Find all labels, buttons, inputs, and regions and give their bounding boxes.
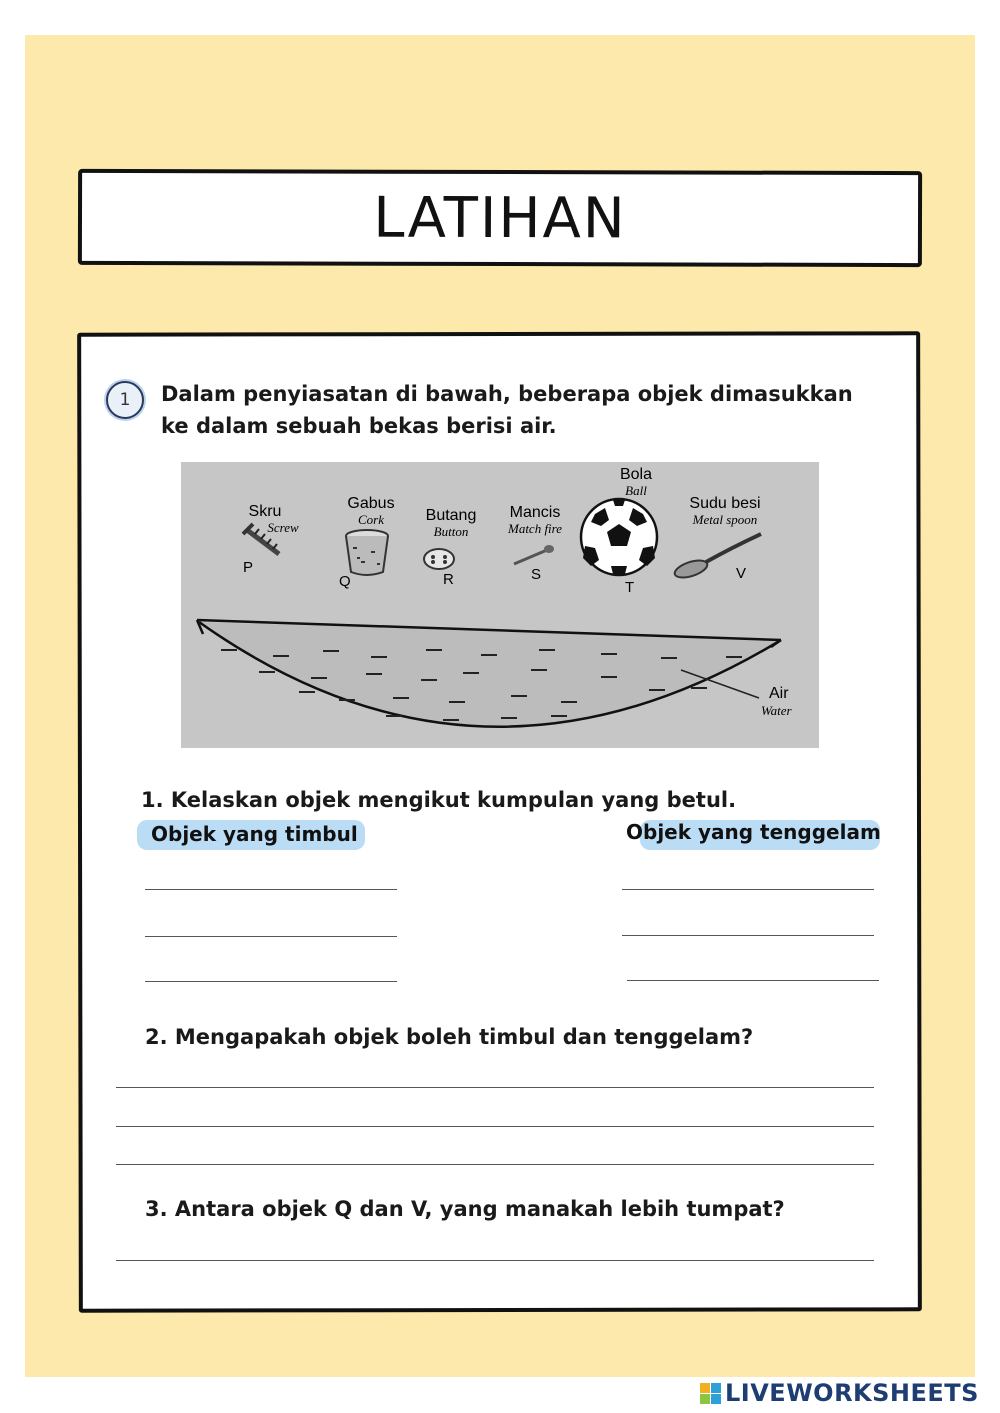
page-title: LATIHAN — [373, 185, 627, 251]
label-button: Button — [433, 524, 469, 539]
letter-v: V — [736, 565, 747, 582]
watermark-text: LIVEWORKSHEETS — [725, 1379, 979, 1407]
spoon-icon — [673, 534, 761, 581]
answer-line-q3-1[interactable] — [116, 1260, 874, 1261]
answer-line-float-1[interactable] — [145, 889, 397, 890]
question-number-badge — [106, 381, 144, 419]
button-icon — [424, 549, 454, 569]
question-number: 1 — [119, 390, 131, 410]
label-air: Air — [769, 685, 789, 702]
soccer-ball-icon — [581, 499, 657, 575]
label-metal-spoon: Metal spoon — [692, 512, 758, 527]
question-2-text: 2. Mengapakah objek boleh timbul dan tenggelam? — [145, 1025, 754, 1049]
intro-line-1: Dalam penyiasatan di bawah, beberapa objek dimasukkan — [161, 382, 853, 406]
cork-icon — [346, 530, 388, 575]
answer-line-float-3[interactable] — [145, 981, 397, 982]
column-header-float: Objek yang timbul — [151, 822, 358, 846]
liveworksheets-logo-icon — [700, 1383, 721, 1404]
question-intro — [161, 378, 853, 442]
label-butang: Butang — [425, 507, 477, 524]
label-mancis: Mancis — [509, 504, 561, 521]
experiment-illustration — [181, 462, 819, 748]
label-match: Match fire — [507, 521, 563, 536]
match-icon — [514, 545, 554, 564]
question-3-text: 3. Antara objek Q dan V, yang manakah lebih tumpat? — [145, 1197, 785, 1221]
answer-line-q2-3[interactable] — [116, 1164, 874, 1165]
answer-line-sink-1[interactable] — [622, 889, 874, 890]
column-header-sink: Objek yang tenggelam — [626, 820, 881, 844]
letter-p: P — [243, 559, 254, 576]
intro-line-2: ke dalam sebuah bekas berisi air. — [161, 414, 557, 438]
label-skru: Skru — [248, 503, 282, 520]
label-screw: Screw — [267, 520, 299, 535]
experiment-figure — [181, 462, 819, 748]
title-box — [78, 169, 922, 267]
water-basin — [197, 620, 781, 727]
answer-line-q2-1[interactable] — [116, 1087, 874, 1088]
label-ball: Ball — [625, 483, 647, 498]
answer-line-q2-2[interactable] — [116, 1126, 874, 1127]
letter-s: S — [531, 566, 542, 583]
letter-r: R — [443, 571, 454, 588]
label-gabus: Gabus — [347, 495, 395, 512]
letter-t: T — [625, 579, 635, 596]
label-cork: Cork — [358, 512, 384, 527]
label-sudu-besi: Sudu besi — [689, 495, 761, 512]
answer-line-float-2[interactable] — [145, 936, 397, 937]
watermark — [700, 1378, 979, 1408]
question-1-text: 1. Kelaskan objek mengikut kumpulan yang betul. — [141, 788, 737, 812]
letter-q: Q — [339, 573, 351, 590]
label-bola: Bola — [619, 466, 653, 483]
answer-line-sink-3[interactable] — [627, 980, 879, 981]
label-water: Water — [761, 703, 792, 718]
answer-line-sink-2[interactable] — [622, 935, 874, 936]
